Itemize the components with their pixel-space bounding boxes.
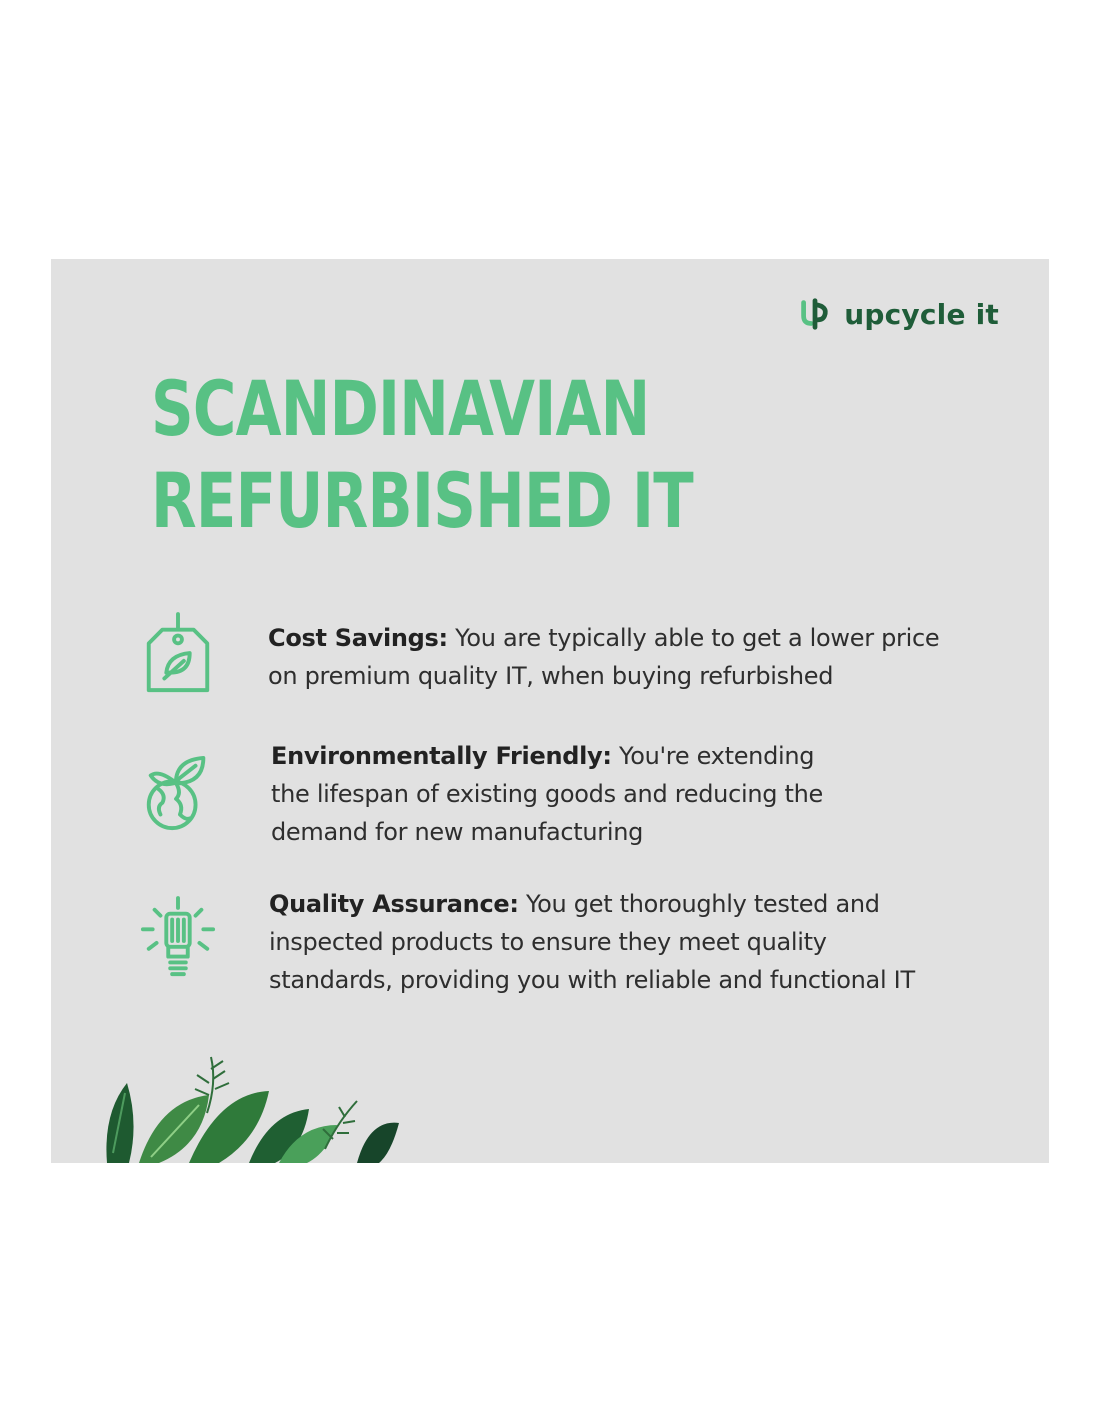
benefit-title: Environmentally Friendly: — [271, 742, 612, 770]
title-line-1: SCANDINAVIAN — [151, 364, 650, 453]
benefit-description-line1: You are typically able to get a lower price — [447, 624, 940, 652]
benefit-description-line2: the lifespan of existing goods and reducing the — [271, 780, 824, 808]
brand-name: upcycle it — [844, 297, 999, 331]
benefit-title: Cost Savings: — [268, 624, 448, 652]
earth-leaf-icon — [139, 749, 217, 839]
benefit-text — [271, 737, 1011, 851]
benefit-title: Quality Assurance: — [269, 890, 519, 918]
benefit-text — [268, 619, 1028, 695]
foliage-illustration — [99, 1053, 419, 1163]
benefit-description-line2: on premium quality IT, when buying refurbished — [268, 662, 834, 690]
benefit-description-line1: You get thoroughly tested and — [518, 890, 880, 918]
benefit-description-line1: You're extending — [611, 742, 815, 770]
benefit-text — [269, 885, 1029, 999]
benefit-description-line3: demand for new manufacturing — [271, 818, 644, 846]
benefit-description-line3: standards, providing you with reliable and functional IT — [269, 966, 915, 994]
title-line-2: REFURBISHED IT — [151, 456, 693, 545]
page-title — [151, 363, 693, 547]
brand-logo — [796, 295, 999, 333]
light-bulb-icon — [139, 895, 217, 985]
info-card — [51, 259, 1049, 1163]
price-tag-leaf-icon — [139, 611, 217, 701]
upcycle-logo-icon — [796, 295, 834, 333]
benefit-description-line2: inspected products to ensure they meet quality — [269, 928, 827, 956]
